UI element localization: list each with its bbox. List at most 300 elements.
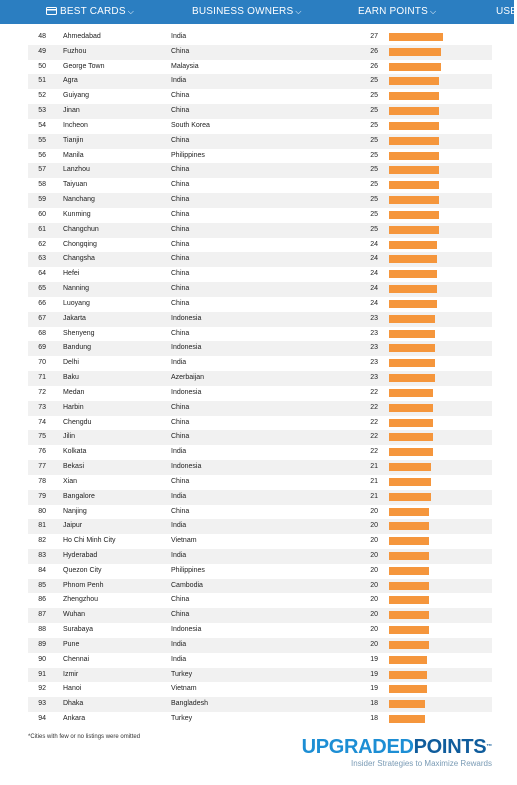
rank-cell: 56 <box>38 151 46 159</box>
table-row <box>28 549 492 564</box>
city-ranking-table <box>28 30 492 727</box>
country-cell: China <box>171 477 190 485</box>
country-cell: Malaysia <box>171 62 199 70</box>
rank-cell: 52 <box>38 92 46 100</box>
rank-cell: 55 <box>38 136 46 144</box>
value-bar <box>389 300 437 308</box>
value-bar <box>389 226 439 234</box>
value-bar <box>389 419 433 427</box>
rank-cell: 50 <box>38 62 46 70</box>
rank-cell: 57 <box>38 166 46 174</box>
country-cell: India <box>171 359 187 367</box>
country-cell: Indonesia <box>171 314 202 322</box>
table-row <box>28 341 492 356</box>
count-cell: 24 <box>370 255 378 263</box>
value-bar <box>389 344 435 352</box>
rank-cell: 74 <box>38 418 46 426</box>
count-cell: 20 <box>370 640 378 648</box>
table-row <box>28 505 492 520</box>
count-cell: 25 <box>370 196 378 204</box>
rank-cell: 89 <box>38 640 46 648</box>
value-bar <box>389 389 433 397</box>
nav-earn-points[interactable] <box>358 0 436 24</box>
rank-cell: 71 <box>38 374 46 382</box>
value-bar <box>389 641 429 649</box>
rank-cell: 65 <box>38 285 46 293</box>
city-cell: Taiyuan <box>63 181 88 189</box>
city-cell: Wuhan <box>63 611 86 619</box>
value-bar <box>389 404 433 412</box>
value-bar <box>389 77 439 85</box>
rank-cell: 87 <box>38 611 46 619</box>
city-cell: Guiyang <box>63 92 90 100</box>
country-cell: Turkey <box>171 670 193 678</box>
value-bar <box>389 567 429 575</box>
count-cell: 20 <box>370 507 378 515</box>
count-cell: 27 <box>370 33 378 40</box>
table-row <box>28 208 492 223</box>
table-row <box>28 386 492 401</box>
country-cell: China <box>171 107 190 115</box>
city-cell: Ho Chi Minh City <box>63 537 116 545</box>
country-cell: China <box>171 196 190 204</box>
city-cell: Hyderabad <box>63 551 98 559</box>
country-cell: Indonesia <box>171 344 202 352</box>
count-cell: 24 <box>370 285 378 293</box>
rank-cell: 69 <box>38 344 46 352</box>
nav-best-cards-label: BEST CARDS <box>60 6 126 17</box>
table-row <box>28 653 492 668</box>
count-cell: 25 <box>370 151 378 159</box>
table-row <box>28 712 492 727</box>
city-cell: Nanning <box>63 285 90 293</box>
table-row <box>28 416 492 431</box>
table-row <box>28 282 492 297</box>
country-cell: Vietnam <box>171 537 197 545</box>
value-bar <box>389 508 429 516</box>
count-cell: 19 <box>370 670 378 678</box>
city-cell: Shenyeng <box>63 329 95 337</box>
table-row <box>28 178 492 193</box>
city-cell: Harbin <box>63 403 84 411</box>
count-cell: 21 <box>370 477 378 485</box>
rank-cell: 75 <box>38 433 46 441</box>
value-bar <box>389 715 425 723</box>
table-row <box>28 223 492 238</box>
rank-cell: 76 <box>38 448 46 456</box>
city-cell: Bangalore <box>63 492 95 500</box>
rank-cell: 67 <box>38 314 46 322</box>
country-cell: China <box>171 403 190 411</box>
table-row <box>28 593 492 608</box>
rank-cell: 92 <box>38 685 46 693</box>
nav-business-owners[interactable] <box>192 0 302 24</box>
count-cell: 25 <box>370 181 378 189</box>
logo-trademark: ™ <box>486 744 492 750</box>
table-row <box>28 430 492 445</box>
value-bar <box>389 255 437 263</box>
city-cell: Fuzhou <box>63 47 87 55</box>
country-cell: China <box>171 47 190 55</box>
count-cell: 20 <box>370 522 378 530</box>
table-row <box>28 490 492 505</box>
value-bar <box>389 433 433 441</box>
nav-earn-points-label: EARN POINTS <box>358 6 428 17</box>
count-cell: 19 <box>370 655 378 663</box>
city-cell: Changchun <box>63 225 99 233</box>
table-row <box>28 579 492 594</box>
city-cell: Pune <box>63 640 80 648</box>
value-bar <box>389 211 439 219</box>
table-row <box>28 534 492 549</box>
city-cell: Changsha <box>63 255 95 263</box>
value-bar <box>389 330 435 338</box>
value-bar <box>389 107 439 115</box>
rank-cell: 78 <box>38 477 46 485</box>
city-cell: Xian <box>63 477 78 485</box>
country-cell: India <box>171 640 187 648</box>
rank-cell: 68 <box>38 329 46 337</box>
city-cell: Phnom Penh <box>63 581 104 589</box>
table-row <box>28 475 492 490</box>
country-cell: India <box>171 448 187 456</box>
value-bar <box>389 166 439 174</box>
table-row <box>28 638 492 653</box>
city-cell: Zhengzhou <box>63 596 99 604</box>
city-cell: Luoyang <box>63 299 90 307</box>
table-row <box>28 252 492 267</box>
country-cell: China <box>171 270 190 278</box>
count-cell: 20 <box>370 537 378 545</box>
upgraded-points-logo[interactable] <box>302 736 492 769</box>
city-cell: Kolkata <box>63 448 87 456</box>
count-cell: 22 <box>370 388 378 396</box>
country-cell: China <box>171 92 190 100</box>
rank-cell: 88 <box>38 626 46 634</box>
country-cell: China <box>171 225 190 233</box>
logo-tagline: Insider Strategies to Maximize Rewards <box>351 759 492 768</box>
country-cell: China <box>171 329 190 337</box>
value-bar <box>389 537 429 545</box>
chevron-down-icon: ⌵ <box>295 7 302 16</box>
city-cell: Bandung <box>63 344 92 352</box>
value-bar <box>389 582 429 590</box>
city-cell: George Town <box>63 62 105 70</box>
count-cell: 22 <box>370 448 378 456</box>
value-bar <box>389 122 439 130</box>
count-cell: 20 <box>370 581 378 589</box>
table-row <box>28 460 492 475</box>
country-cell: India <box>171 77 187 85</box>
value-bar <box>389 181 439 189</box>
count-cell: 22 <box>370 418 378 426</box>
value-bar <box>389 671 427 679</box>
count-cell: 23 <box>370 329 378 337</box>
logo-word-part2: POINTS <box>413 736 487 758</box>
value-bar <box>389 285 437 293</box>
count-cell: 20 <box>370 566 378 574</box>
footnote: *Cities with few or no listings were omitted <box>28 734 141 740</box>
value-bar <box>389 92 439 100</box>
rank-cell: 85 <box>38 581 46 589</box>
country-cell: Philippines <box>171 566 205 574</box>
country-cell: India <box>171 33 187 40</box>
table-row <box>28 60 492 75</box>
city-cell: Izmir <box>63 670 79 678</box>
rank-cell: 77 <box>38 463 46 471</box>
value-bar <box>389 552 429 560</box>
top-nav <box>0 0 517 24</box>
value-bar <box>389 48 441 56</box>
value-bar <box>389 700 425 708</box>
count-cell: 21 <box>370 492 378 500</box>
country-cell: Indonesia <box>171 388 202 396</box>
city-cell: Lanzhou <box>63 166 90 174</box>
nav-use[interactable] <box>496 0 517 24</box>
city-cell: Chengdu <box>63 418 92 426</box>
logo-wordmark <box>302 736 492 758</box>
country-cell: Bangladesh <box>171 700 208 708</box>
country-cell: Indonesia <box>171 626 202 634</box>
country-cell: India <box>171 522 187 530</box>
rank-cell: 48 <box>38 33 46 40</box>
city-cell: Hefei <box>63 270 80 278</box>
table-row <box>28 193 492 208</box>
rank-cell: 60 <box>38 210 46 218</box>
count-cell: 25 <box>370 121 378 129</box>
rank-cell: 86 <box>38 596 46 604</box>
count-cell: 25 <box>370 92 378 100</box>
country-cell: China <box>171 299 190 307</box>
nav-use-label: USE <box>496 6 517 17</box>
rank-cell: 58 <box>38 181 46 189</box>
rank-cell: 63 <box>38 255 46 263</box>
count-cell: 25 <box>370 136 378 144</box>
rank-cell: 94 <box>38 715 46 723</box>
table-row <box>28 327 492 342</box>
value-bar <box>389 478 431 486</box>
city-cell: Nanjing <box>63 507 87 515</box>
country-cell: India <box>171 655 187 663</box>
count-cell: 24 <box>370 270 378 278</box>
count-cell: 23 <box>370 359 378 367</box>
value-bar <box>389 374 435 382</box>
count-cell: 25 <box>370 107 378 115</box>
country-cell: China <box>171 255 190 263</box>
rank-cell: 51 <box>38 77 46 85</box>
table-row <box>28 682 492 697</box>
city-cell: Chennai <box>63 655 90 663</box>
table-row <box>28 623 492 638</box>
table-row <box>28 371 492 386</box>
logo-word-part1: UPGRADED <box>301 736 414 758</box>
rank-cell: 73 <box>38 403 46 411</box>
table-row <box>28 134 492 149</box>
count-cell: 25 <box>370 166 378 174</box>
count-cell: 25 <box>370 77 378 85</box>
count-cell: 24 <box>370 240 378 248</box>
rank-cell: 53 <box>38 107 46 115</box>
country-cell: Philippines <box>171 151 205 159</box>
country-cell: India <box>171 551 187 559</box>
table-row <box>28 608 492 623</box>
country-cell: China <box>171 418 190 426</box>
count-cell: 22 <box>370 403 378 411</box>
table-row <box>28 119 492 134</box>
table-row <box>28 238 492 253</box>
country-cell: China <box>171 507 190 515</box>
city-cell: Medan <box>63 388 85 396</box>
count-cell: 19 <box>370 685 378 693</box>
rank-cell: 83 <box>38 551 46 559</box>
rank-cell: 72 <box>38 388 46 396</box>
rank-cell: 91 <box>38 670 46 678</box>
chevron-down-icon: ⌵ <box>127 7 134 16</box>
value-bar <box>389 463 431 471</box>
value-bar <box>389 522 429 530</box>
count-cell: 18 <box>370 700 378 708</box>
rank-cell: 90 <box>38 655 46 663</box>
city-cell: Chongqing <box>63 240 97 248</box>
rank-cell: 81 <box>38 522 46 530</box>
credit-card-icon <box>46 1 57 25</box>
count-cell: 20 <box>370 551 378 559</box>
city-cell: Surabaya <box>63 626 93 634</box>
table-row <box>28 668 492 683</box>
value-bar <box>389 315 435 323</box>
country-cell: Vietnam <box>171 685 197 693</box>
city-cell: Delhi <box>63 359 79 367</box>
count-cell: 18 <box>370 715 378 723</box>
city-cell: Jinan <box>63 107 80 115</box>
rank-cell: 64 <box>38 270 46 278</box>
rank-cell: 49 <box>38 47 46 55</box>
table-row <box>28 697 492 712</box>
country-cell: India <box>171 492 187 500</box>
count-cell: 23 <box>370 374 378 382</box>
table-row <box>28 149 492 164</box>
table-row <box>28 356 492 371</box>
country-cell: China <box>171 285 190 293</box>
city-cell: Agra <box>63 77 78 85</box>
city-cell: Dhaka <box>63 700 84 708</box>
rank-cell: 54 <box>38 121 46 129</box>
count-cell: 20 <box>370 596 378 604</box>
city-cell: Hanoi <box>63 685 82 693</box>
country-cell: China <box>171 240 190 248</box>
table-row <box>28 267 492 282</box>
country-cell: China <box>171 596 190 604</box>
country-cell: Turkey <box>171 715 193 723</box>
city-cell: Nanchang <box>63 196 95 204</box>
value-bar <box>389 611 429 619</box>
table-row <box>28 163 492 178</box>
rank-cell: 79 <box>38 492 46 500</box>
value-bar <box>389 626 429 634</box>
count-cell: 23 <box>370 314 378 322</box>
city-cell: Jakarta <box>63 314 86 322</box>
count-cell: 26 <box>370 47 378 55</box>
value-bar <box>389 596 429 604</box>
count-cell: 22 <box>370 433 378 441</box>
rank-cell: 84 <box>38 566 46 574</box>
value-bar <box>389 493 431 501</box>
value-bar <box>389 63 441 71</box>
count-cell: 25 <box>370 225 378 233</box>
count-cell: 21 <box>370 463 378 471</box>
value-bar <box>389 152 439 160</box>
country-cell: China <box>171 181 190 189</box>
country-cell: China <box>171 210 190 218</box>
country-cell: Cambodia <box>171 581 203 589</box>
count-cell: 23 <box>370 344 378 352</box>
country-cell: China <box>171 433 190 441</box>
table-row <box>28 104 492 119</box>
country-cell: China <box>171 611 190 619</box>
value-bar <box>389 241 437 249</box>
city-cell: Ahmedabad <box>63 33 101 40</box>
city-cell: Bekasi <box>63 463 85 471</box>
rank-cell: 70 <box>38 359 46 367</box>
count-cell: 25 <box>370 210 378 218</box>
value-bar <box>389 656 427 664</box>
count-cell: 24 <box>370 299 378 307</box>
city-cell: Quezon City <box>63 566 102 574</box>
nav-best-cards[interactable] <box>46 0 134 24</box>
city-cell: Tianjin <box>63 136 84 144</box>
rank-cell: 62 <box>38 240 46 248</box>
rank-cell: 93 <box>38 700 46 708</box>
rank-cell: 80 <box>38 507 46 515</box>
value-bar <box>389 270 437 278</box>
city-cell: Ankara <box>63 715 86 723</box>
value-bar <box>389 33 443 41</box>
country-cell: China <box>171 166 190 174</box>
city-cell: Jilin <box>63 433 76 441</box>
chevron-down-icon: ⌵ <box>430 7 437 16</box>
table-row <box>28 519 492 534</box>
table-row <box>28 297 492 312</box>
city-cell: Jaipur <box>63 522 83 530</box>
value-bar <box>389 196 439 204</box>
nav-business-owners-label: BUSINESS OWNERS <box>192 6 294 17</box>
country-cell: Indonesia <box>171 463 202 471</box>
table-row <box>28 89 492 104</box>
table-row <box>28 564 492 579</box>
count-cell: 20 <box>370 626 378 634</box>
table-row <box>28 30 492 45</box>
count-cell: 20 <box>370 611 378 619</box>
country-cell: China <box>171 136 190 144</box>
table-row <box>28 445 492 460</box>
city-cell: Incheon <box>63 121 88 129</box>
table-row <box>28 401 492 416</box>
rank-cell: 59 <box>38 196 46 204</box>
table-row <box>28 74 492 89</box>
city-cell: Kunming <box>63 210 91 218</box>
city-cell: Manila <box>63 151 84 159</box>
rank-cell: 61 <box>38 225 46 233</box>
rank-cell: 82 <box>38 537 46 545</box>
count-cell: 26 <box>370 62 378 70</box>
value-bar <box>389 448 433 456</box>
city-cell: Baku <box>63 374 79 382</box>
table-row <box>28 312 492 327</box>
rank-cell: 66 <box>38 299 46 307</box>
country-cell: South Korea <box>171 121 210 129</box>
value-bar <box>389 137 439 145</box>
table-row <box>28 45 492 60</box>
